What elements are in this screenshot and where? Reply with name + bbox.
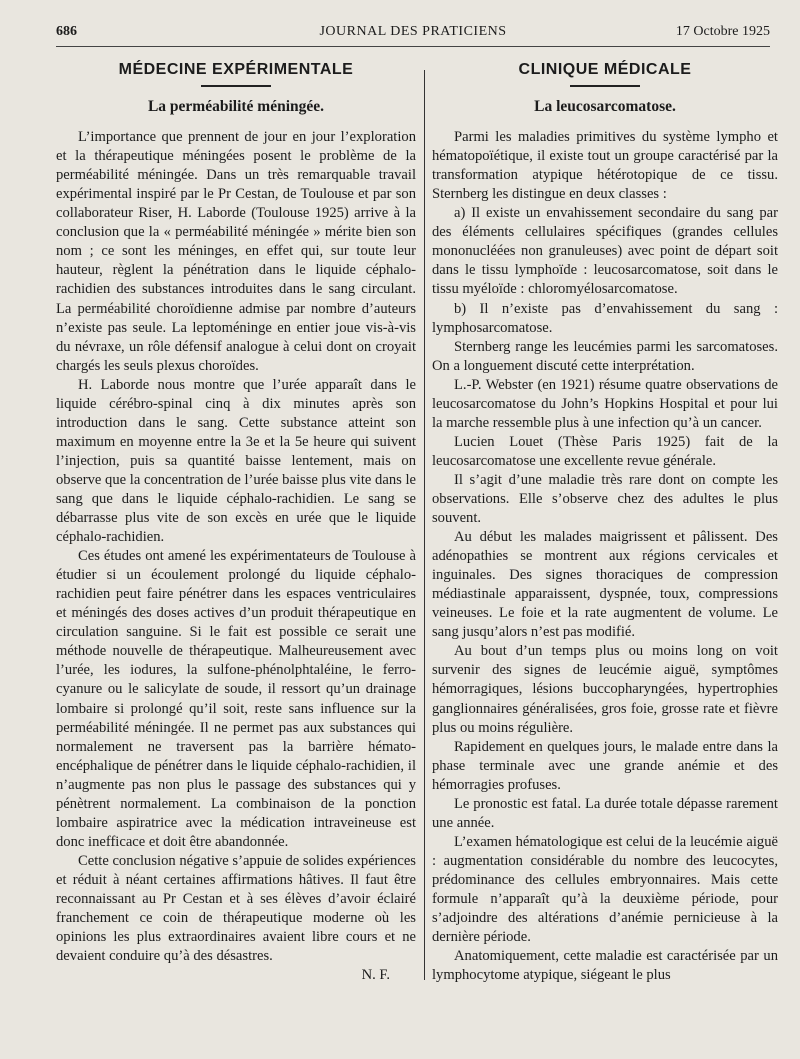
issue-date: 17 Octobre 1925 bbox=[675, 24, 770, 39]
right-paragraph-11: Le pronostic est fatal. La durée totale dépasse rarement une année. bbox=[432, 795, 778, 831]
right-paragraph-13: Anatomiquement, cette maladie est caractérisée par un lymphocytome atypique, siégeant le plus bbox=[432, 948, 778, 984]
right-paragraph-6: Lucien Louet (Thèse Paris 1925) fait de la leucosarcomatose une excellente revue générale. bbox=[432, 433, 778, 469]
journal-name: JOURNAL DES PRATICIENS bbox=[319, 24, 507, 39]
left-paragraph-1: L’importance que prennent de jour en jour l’exploration et la thérapeutique méningées posent le problème de la perméabilité méningée. Dans un très remarquable travail expérimental inspiré par le Pr Cestan, de Toulouse et par son collaborateur Riser, H. Laborde (Toulouse 1925) arrive à la conclusion que la « perméabilité méningée » mérite bien son nom ; ce sont les méninges, en effet qui, sur toute leur hauteur, règlent la pénétration dans le liquide céphalo-rachidien des substances introduites dans le sang circulant. La perméabilité choroïdienne admise par nombre d’auteurs n’existe pas seule. La leptoméninge en entier joue vis-à-vis du névraxe, un rôle défensif analogue à celui dont on croyait chargés les seuls plexus choroïdes. bbox=[56, 129, 416, 374]
section-heading-right: CLINIQUE MÉDICALE bbox=[518, 61, 692, 78]
left-paragraph-4: Cette conclusion négative s’appuie de solides expériences et réduit à néant certaines affirmations hâtives. Il faut être reconnaissant au Pr Cestan et à ses élèves d’avoir éclairé franchement ce coin de thérapeutique moderne où les opinions les plus extraordinaires avaient libre cours et ne devaient conduire qu’à des désastres. bbox=[56, 852, 416, 965]
section-rule-right bbox=[570, 85, 640, 87]
article-signature bbox=[56, 966, 416, 985]
page-number: 686 bbox=[56, 24, 77, 39]
right-paragraph-5: L.-P. Webster (en 1921) résume quatre observations de leucosarcomatose du John’s Hopkins Hospital et pour lui la marche ressemble plus à une infection qu’à un cancer. bbox=[432, 376, 778, 431]
left-paragraph-2: H. Laborde nous montre que l’urée apparaît dans le liquide cérébro-spinal cinq à dix minutes après son introduction dans le sang. Cette substance atteint son maximum en moyenne entre la 3e et la 5e heure qui suivent l’injection, puis sa quantité baisse lentement, mais on observe que la concentration de l’urée baisse plus vite dans le sang que dans le liquide céphalo-rachidien. Le sang se débarrasse plus vite de son excès en urée que le liquide céphalo-rachidien. bbox=[56, 376, 416, 546]
right-paragraph-9: Au bout d’un temps plus ou moins long on voit survenir des signes de leucémie aiguë, symptômes hémorragiques, lésions buccopharyngées, hypertrophies ganglionnaires généralisées, gros foie, grosse rate et fièvre plus ou moins régulière. bbox=[432, 643, 778, 736]
right-paragraph-2: a) Il existe un envahissement secondaire du sang par des éléments cellulaires spécifiques (grandes cellules mononucléées non granuleuses) avec point de départ soit dans le tissu lymphoïde : leucosarcomatose, soit dans le tissu myéloïde : chloromyélosarcomatose. bbox=[432, 205, 778, 298]
right-paragraph-8: Au début les malades maigrissent et pâlissent. Des adénopathies se montrent aux régions cervicales et inguinales. Des signes thoraciques de compression médiastinale apparaissent, dyspnée, toux, compressions veineuses. Le foie et la rate augmentent de volume. Le sang jusqu’alors n’est pas modifié. bbox=[432, 529, 778, 641]
left-paragraph-3: Ces études ont amené les expérimentateurs de Toulouse à étudier si un écoulement prolongé du liquide céphalo-rachidien peut faire pénétrer dans les espaces ventriculaires et méningés des doses actives d’un produit thérapeutique en circulation sanguine. Si le fait est possible ce serait une méthode nouvelle de thérapeutique. Malheureusement avec l’urée, les iodures, la sulfone-phénolphtaléine, le ferro-cyanure ou le salicylate de soude, il ressort qu’un drainage lombaire si prolongé qu’il soit, reste sans influence sur la perméabilité méningée. Il ne permet pas aux substances qui normalement ne traversent pas la barrière hémato-encéphalique de pénétrer dans le liquide céphalo-rachidien, il n’augmente pas non plus le passage des substances qui y pénètrent normalement. La combinaison de la ponction lombaire aspiratrice avec la médication intraveineuse est donc inefficace et doit être abandonnée. bbox=[56, 548, 416, 850]
right-paragraph-4: Sternberg range les leucémies parmi les sarcomatoses. On a longuement discuté cette interprétation. bbox=[432, 338, 778, 374]
section-rule-left bbox=[201, 85, 271, 87]
right-paragraph-10: Rapidement en quelques jours, le malade entre dans la phase terminale avec une grande anémie et des hémorragies profuses. bbox=[432, 738, 778, 793]
right-paragraph-1: Parmi les maladies primitives du système lympho et hématopoïétique, il existe tout un groupe caractérisé par la transformation atypique hétérotopique de ce tissu. Sternberg les distingue en deux classes : bbox=[432, 129, 778, 203]
right-paragraph-12: L’examen hématologique est celui de la leucémie aiguë : augmentation considérable du nombre des leucocytes, prédominance des cellules embryonnaires. Mais cette formule n’apparaît qu’à la deuxième période, pour s’adjoindre des altérations d’anémie pernicieuse à la dernière période. bbox=[432, 833, 778, 946]
running-header bbox=[56, 24, 770, 47]
signature-initials: N. F. bbox=[361, 967, 390, 984]
left-column bbox=[56, 60, 416, 985]
article-title-left: La perméabilité méningée. bbox=[147, 98, 325, 116]
right-column bbox=[432, 60, 778, 985]
section-heading-left: MÉDECINE EXPÉRIMENTALE bbox=[118, 61, 354, 78]
right-paragraph-3: b) Il n’existe pas d’envahissement du sang : lymphosarcomatose. bbox=[432, 300, 778, 336]
right-paragraph-7: Il s’agit d’une maladie très rare dont on compte les observations. Elle s’observe chez des adultes le plus souvent. bbox=[432, 471, 778, 527]
column-divider bbox=[424, 70, 425, 980]
article-title-right: La leucosarcomatose. bbox=[534, 98, 676, 116]
